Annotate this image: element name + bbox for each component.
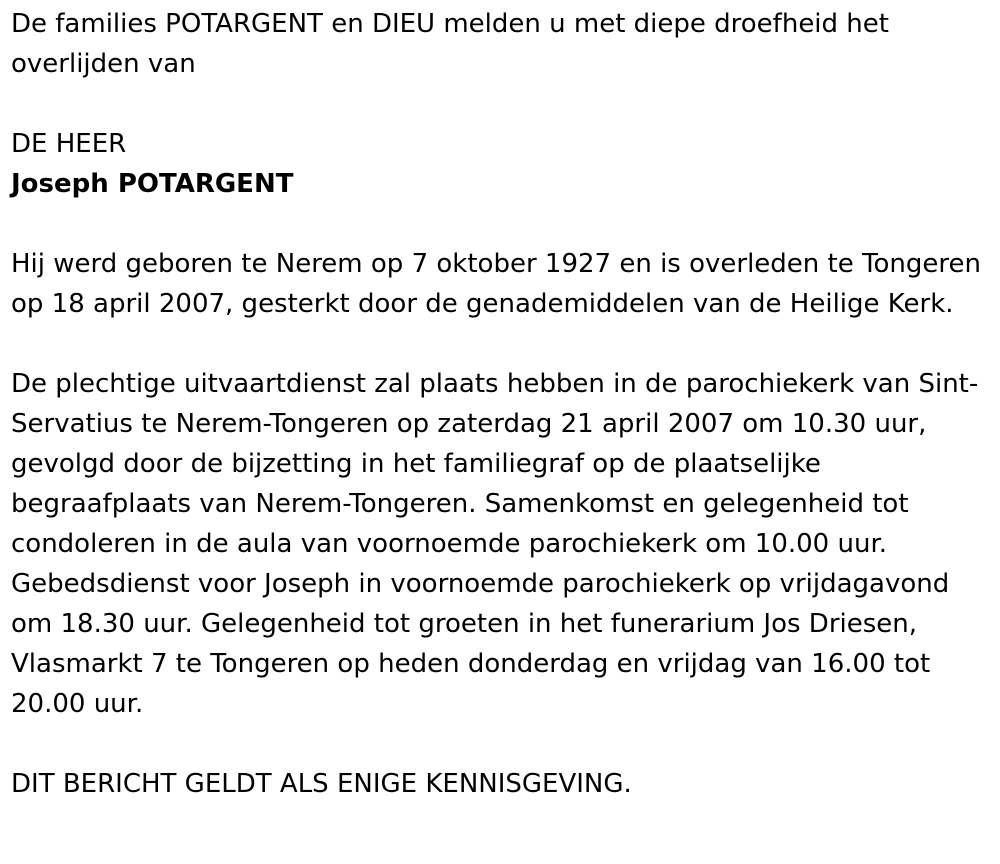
spacer [11, 204, 986, 244]
intro-paragraph: De families POTARGENT en DIEU melden u met diepe droefheid het overlijden van [11, 9, 889, 79]
birth-death-paragraph: Hij werd geboren te Nerem op 7 oktober 1927 en is overleden te Tongeren op 18 april 2007, gesterkt door de genademiddelen van de Heilige Kerk. [11, 249, 981, 319]
spacer [11, 84, 986, 124]
closing-line: DIT BERICHT GELDT ALS ENIGE KENNISGEVING. [11, 769, 632, 799]
ceremony-paragraph: De plechtige uitvaartdienst zal plaats hebben in de parochiekerk van Sint-Servatius te Nerem-Tongeren op zaterdag 21 april 2007 om 10.30 uur, gevolgd door de bijzetting in het familiegraf op de plaatselijke begraafplaats van Nerem-Tongeren. Samenkomst en gelegenheid tot condoleren in de aula van voornoemde parochiekerk om 10.00 uur. Gebedsdienst voor Joseph in voornoemde parochiekerk op vrijdagavond om 18.30 uur. Gelegenheid tot groeten in het funerarium Jos Driesen, Vlasmarkt 7 te Tongeren op heden donderdag en vrijdag van 16.00 tot 20.00 uur. [11, 369, 979, 719]
spacer [11, 724, 986, 764]
deceased-name: Joseph POTARGENT [11, 169, 294, 199]
spacer [11, 324, 986, 364]
death-notice [11, 4, 986, 804]
title-line: DE HEER [11, 129, 127, 159]
